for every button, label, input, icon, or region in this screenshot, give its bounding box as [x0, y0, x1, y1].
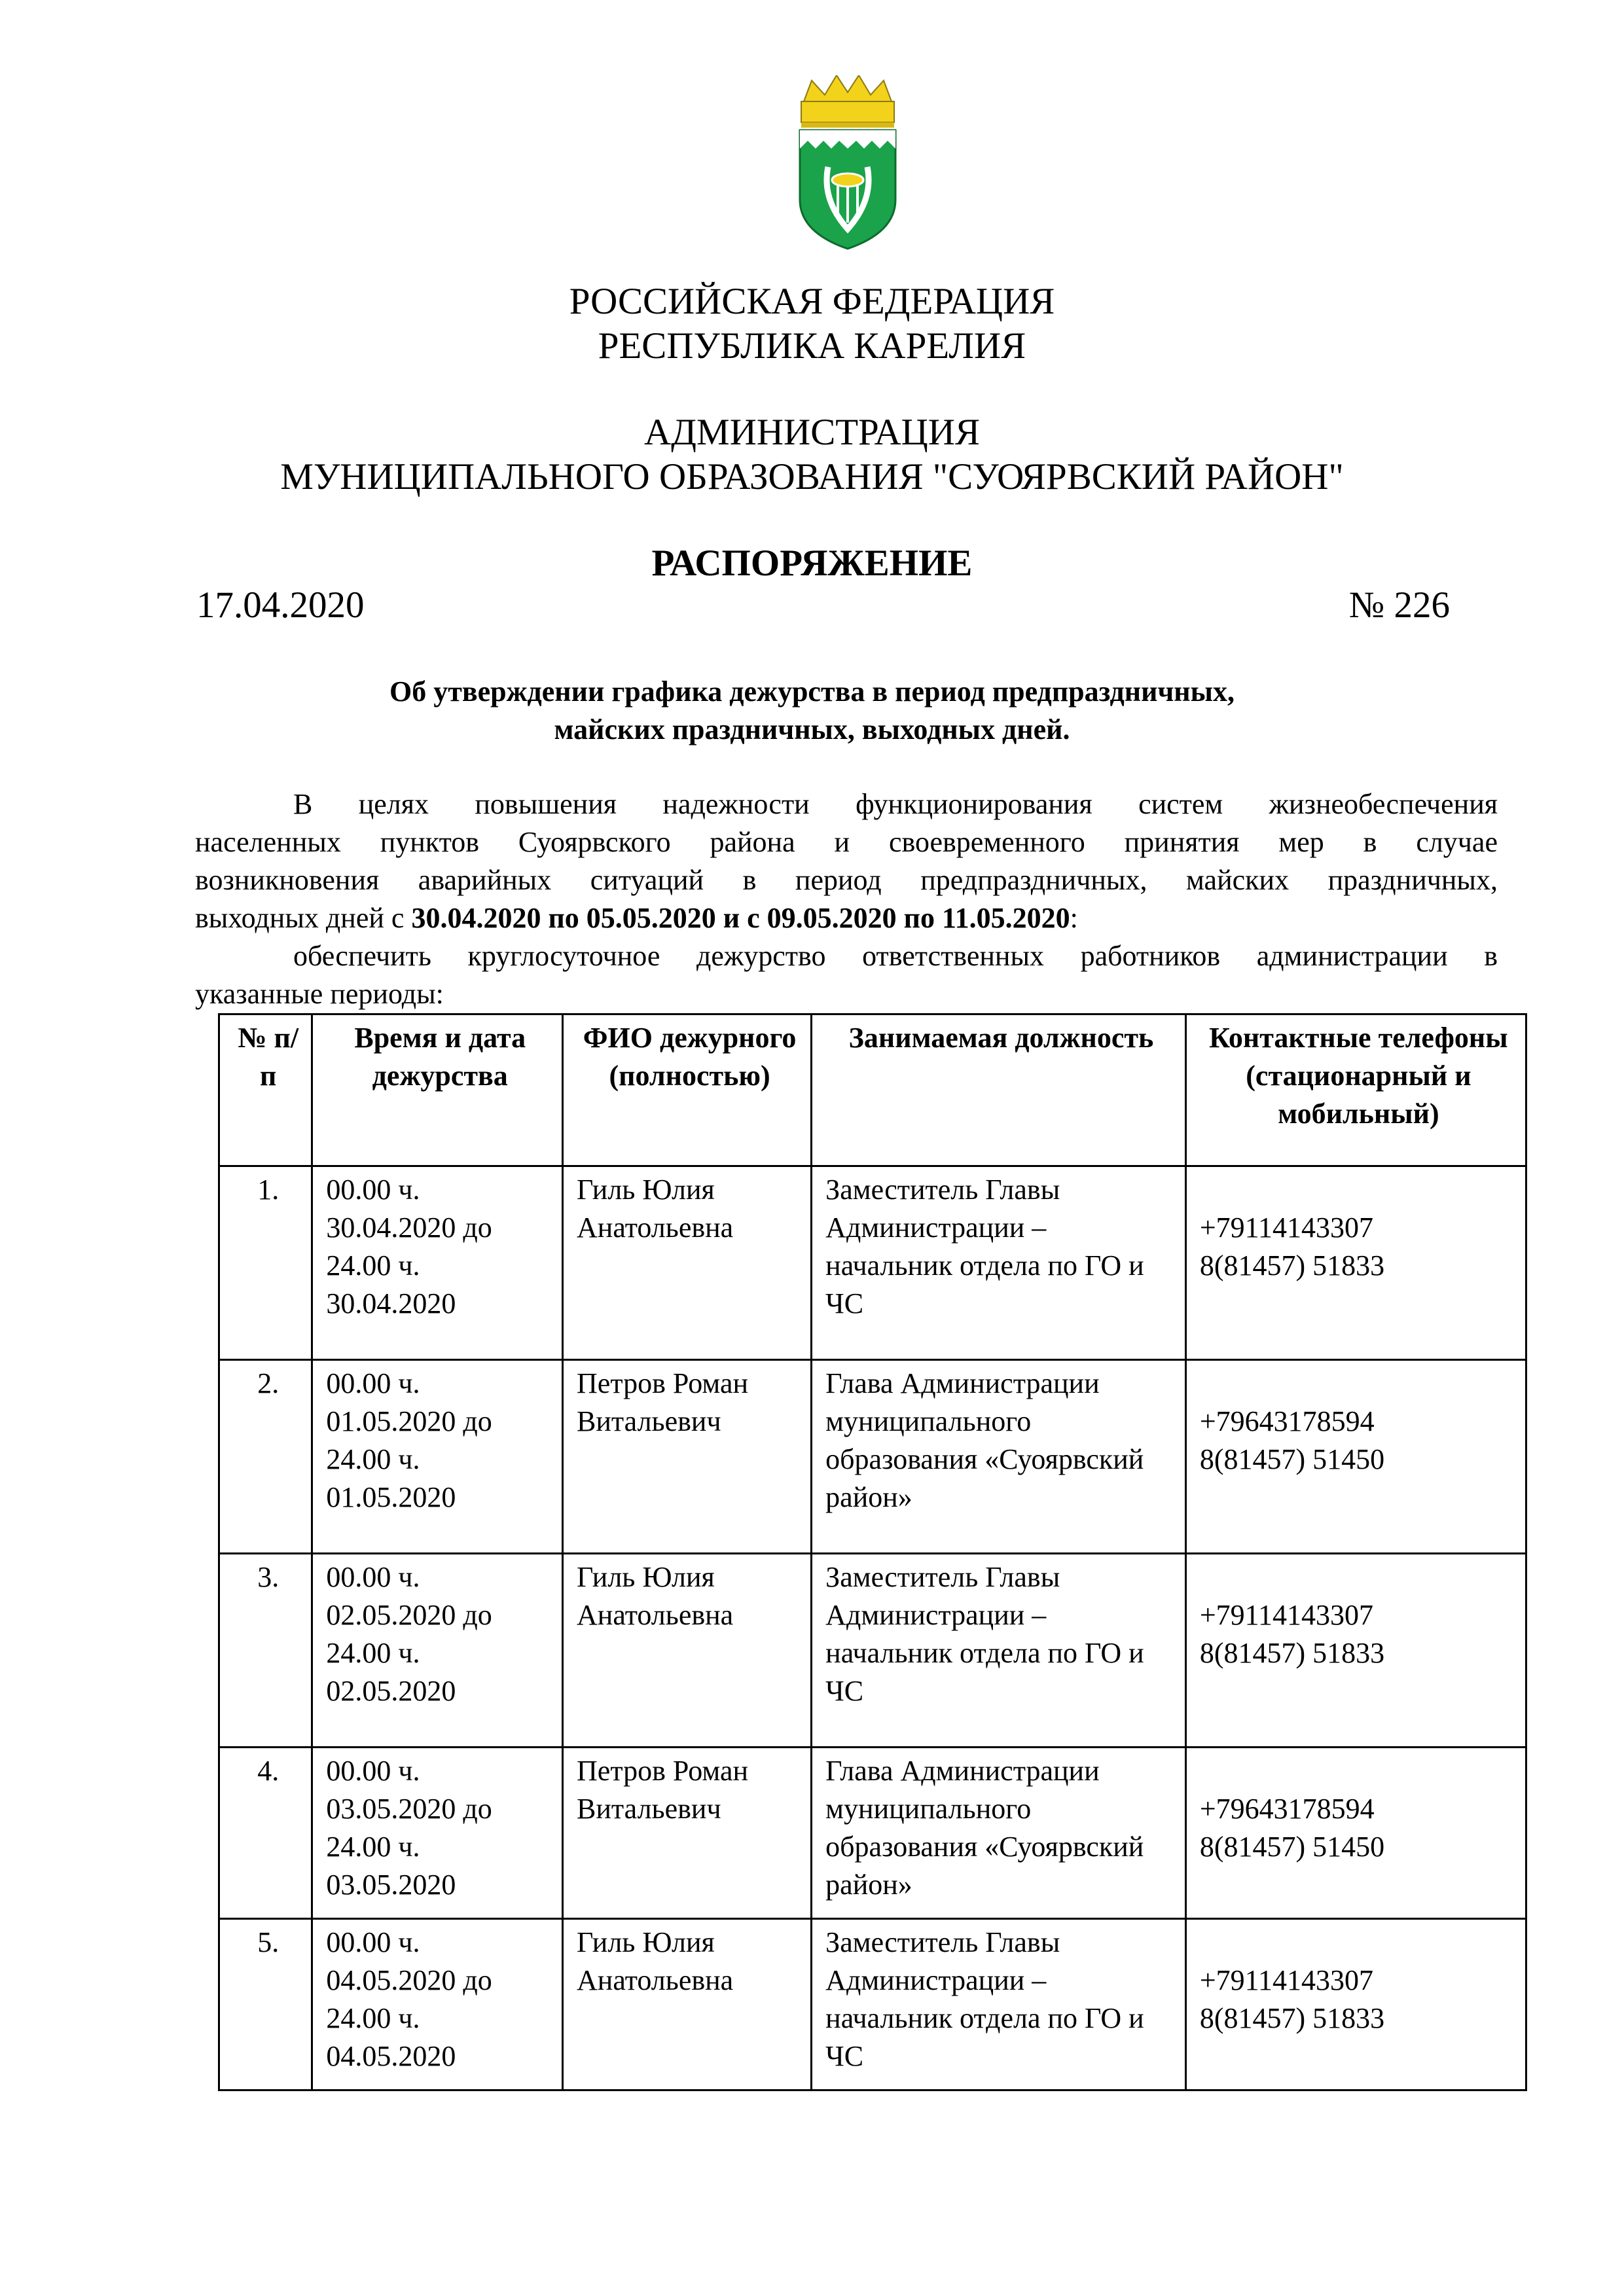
paragraph-line: возникновения аварийных ситуаций в период предпраздничных, майских праздничных, — [195, 864, 1498, 896]
paragraph-line: В целях повышения надежности функционирования систем жизнеобеспечения — [293, 788, 1498, 820]
republic-heading: РЕСПУБЛИКА КАРЕЛИЯ — [598, 325, 1026, 367]
subject-line: Об утверждении графика дежурства в период предпраздничных, — [389, 675, 1235, 708]
country-heading: РОССИЙСКАЯ ФЕДЕРАЦИЯ — [569, 281, 1055, 322]
row-position: Заместитель Главы Администрации – начальник отдела по ГО и ЧС — [812, 1166, 1186, 1360]
document-subject — [0, 673, 1624, 749]
landline-phone: 8(81457) 51833 — [1199, 1249, 1385, 1282]
row-name: Петров Роман Витальевич — [563, 1748, 812, 1919]
row-num: 2. — [219, 1360, 312, 1554]
header-name: ФИО дежурного (полностью) — [563, 1014, 812, 1166]
mobile-phone: +79643178594 — [1199, 1405, 1375, 1437]
table-row — [219, 1166, 1526, 1360]
row-num: 5. — [219, 1919, 312, 2090]
table-row — [219, 1919, 1526, 2090]
row-phones — [1185, 1360, 1526, 1554]
coat-of-arms-icon — [792, 75, 903, 252]
row-time: 00.00 ч. 03.05.2020 до 24.00 ч. 03.05.2020 — [312, 1748, 563, 1919]
paragraph-line — [195, 899, 1498, 937]
period-dates: 30.04.2020 по 05.05.2020 и с 09.05.2020 по 11.05.2020 — [411, 902, 1070, 934]
table-row — [219, 1360, 1526, 1554]
row-name: Гиль Юлия Анатольевна — [563, 1919, 812, 2090]
row-time: 00.00 ч. 30.04.2020 до 24.00 ч. 30.04.2020 — [312, 1166, 563, 1360]
row-phones — [1185, 1554, 1526, 1748]
administration-heading: АДМИНИСТРАЦИЯ — [644, 412, 980, 453]
landline-phone: 8(81457) 51450 — [1199, 1443, 1385, 1475]
row-position: Заместитель Главы Администрации – начальник отдела по ГО и ЧС — [812, 1554, 1186, 1748]
landline-phone: 8(81457) 51833 — [1199, 2002, 1385, 2034]
table-row — [219, 1554, 1526, 1748]
row-position: Заместитель Главы Администрации – начальник отдела по ГО и ЧС — [812, 1919, 1186, 2090]
landline-phone: 8(81457) 51450 — [1199, 1831, 1385, 1863]
table-header-row — [219, 1014, 1526, 1166]
row-position: Глава Администрации муниципального образования «Суоярвский район» — [812, 1748, 1186, 1919]
row-time: 00.00 ч. 01.05.2020 до 24.00 ч. 01.05.2020 — [312, 1360, 563, 1554]
row-position: Глава Администрации муниципального образования «Суоярвский район» — [812, 1360, 1186, 1554]
mobile-phone: +79114143307 — [1199, 1599, 1374, 1631]
header-phones: Контактные телефоны (стационарный и мобильный) — [1185, 1014, 1526, 1166]
period-suffix: : — [1070, 902, 1078, 934]
preamble-paragraph — [195, 785, 1498, 937]
row-name: Гиль Юлия Анатольевна — [563, 1554, 812, 1748]
landline-phone: 8(81457) 51833 — [1199, 1637, 1385, 1669]
header-position: Занимаемая должность — [812, 1014, 1186, 1166]
header-time: Время и дата дежурства — [312, 1014, 563, 1166]
row-name: Гиль Юлия Анатольевна — [563, 1166, 812, 1360]
row-time: 00.00 ч. 04.05.2020 до 24.00 ч. 04.05.2020 — [312, 1919, 563, 2090]
document-type-title: РАСПОРЯЖЕНИЕ — [651, 543, 973, 584]
row-num: 1. — [219, 1166, 312, 1360]
row-name: Петров Роман Витальевич — [563, 1360, 812, 1554]
row-time: 00.00 ч. 02.05.2020 до 24.00 ч. 02.05.2020 — [312, 1554, 563, 1748]
paragraph-line: указанные периоды: — [195, 978, 444, 1010]
document-date: 17.04.2020 — [196, 584, 365, 626]
document-number: № 226 — [1348, 584, 1450, 626]
order-paragraph — [195, 937, 1498, 1013]
municipality-heading: МУНИЦИПАЛЬНОГО ОБРАЗОВАНИЯ "СУОЯРВСКИЙ РАЙОН" — [280, 456, 1344, 497]
duty-schedule-table — [218, 1013, 1527, 2091]
paragraph-line: населенных пунктов Суоярвского района и своевременного принятия мер в случае — [195, 826, 1498, 858]
row-phones — [1185, 1919, 1526, 2090]
row-num: 4. — [219, 1748, 312, 1919]
mobile-phone: +79114143307 — [1199, 1211, 1374, 1244]
row-num: 3. — [219, 1554, 312, 1748]
row-phones — [1185, 1748, 1526, 1919]
paragraph-line: обеспечить круглосуточное дежурство ответственных работников администрации в — [293, 940, 1498, 972]
mobile-phone: +79643178594 — [1199, 1793, 1375, 1825]
row-phones — [1185, 1166, 1526, 1360]
table-row — [219, 1748, 1526, 1919]
header-num: № п/п — [219, 1014, 312, 1166]
mobile-phone: +79114143307 — [1199, 1964, 1374, 1996]
period-prefix: выходных дней с — [195, 902, 412, 934]
subject-line: майских праздничных, выходных дней. — [554, 713, 1070, 745]
